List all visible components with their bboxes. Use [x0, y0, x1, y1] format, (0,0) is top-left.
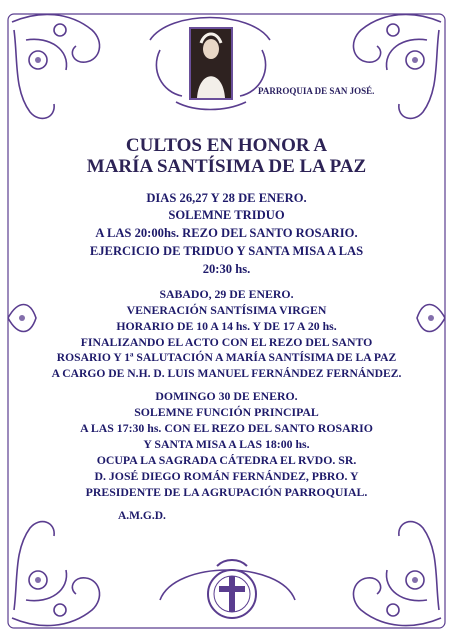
- title-line-2: MARÍA SANTÍSIMA DE LA PAZ: [86, 156, 367, 177]
- section1-line: SOLEMNE TRIDUO: [168, 208, 285, 222]
- section3-line: A LAS 17:30 hs. CON EL REZO DEL SANTO ROSARIO: [80, 421, 373, 435]
- section2-line: ROSARIO Y 1ª SALUTACIÓN A MARÍA SANTÍSIMA DE LA PAZ: [56, 351, 397, 364]
- section1-line: A LAS 20:00hs. REZO DEL SANTO ROSARIO.: [95, 226, 358, 240]
- brotherhood-emblem-icon: [197, 556, 267, 626]
- section3-line: SOLEMNE FUNCIÓN PRINCIPAL: [134, 405, 319, 419]
- signature-amgd: A.M.G.D.: [118, 510, 166, 522]
- section2-line: VENERACIÓN SANTÍSIMA VIRGEN: [126, 303, 327, 317]
- section3-line: PRESIDENTE DE LA AGRUPACIÓN PARROQUIAL.: [85, 485, 368, 499]
- section2-line: A CARGO DE N.H. D. LUIS MANUEL FERNÁNDEZ FERNÁNDEZ.: [51, 367, 402, 380]
- section1-line: DIAS 26,27 Y 28 DE ENERO.: [146, 191, 307, 205]
- section3-line: OCUPA LA SAGRADA CÁTEDRA EL RVDO. SR.: [96, 453, 357, 467]
- section1-line: EJERCICIO DE TRIDUO Y SANTA MISA A LAS: [89, 244, 364, 258]
- section2-line: FINALIZANDO EL ACTO CON EL REZO DEL SANTO: [80, 335, 373, 349]
- section3-line: DOMINGO 30 DE ENERO.: [155, 389, 298, 403]
- section3-line: D. JOSÉ DIEGO ROMÁN FERNÁNDEZ, PBRO. Y: [94, 469, 359, 483]
- title-line-1: CULTOS EN HONOR A: [125, 135, 328, 156]
- section3-line: Y SANTA MISA A LAS 18:00 hs.: [143, 437, 310, 451]
- virgin-portrait: [189, 27, 233, 100]
- section2-line: HORARIO DE 10 A 14 hs. Y DE 17 A 20 hs.: [116, 319, 337, 333]
- portrait-icon: [191, 29, 231, 98]
- section2-line: SABADO, 29 DE ENERO.: [159, 287, 294, 301]
- parish-name: PARROQUIA DE SAN JOSÉ.: [258, 86, 375, 96]
- section1-line: 20:30 hs.: [202, 262, 251, 276]
